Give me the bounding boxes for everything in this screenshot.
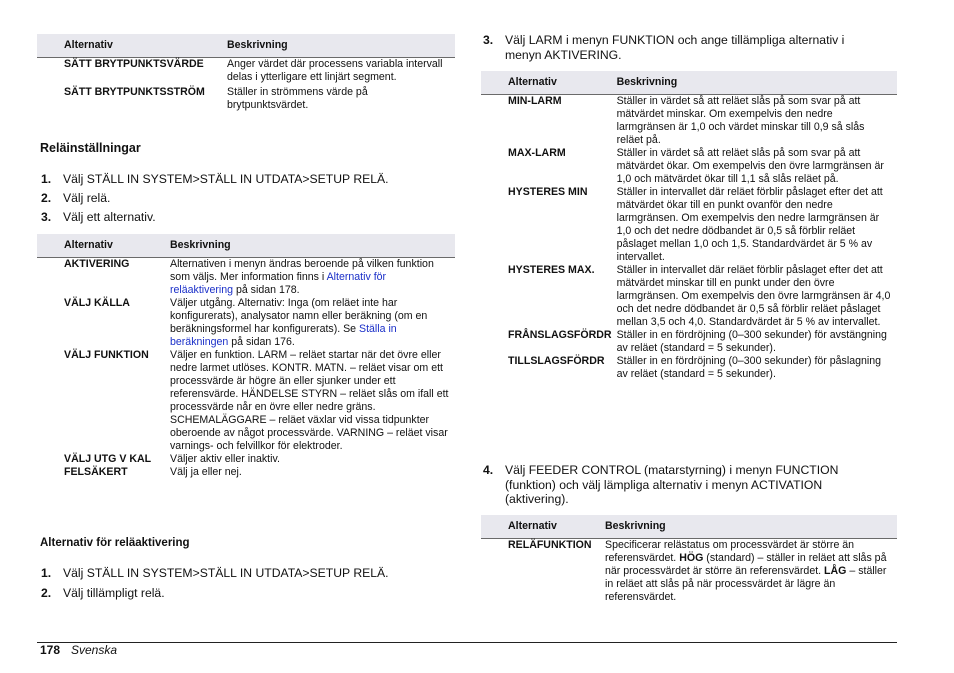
- step-number: 2.: [41, 191, 52, 205]
- option-term: FELSÄKERT: [64, 466, 128, 478]
- option-description: [165, 297, 455, 349]
- table-row: [37, 453, 455, 466]
- description-text: – ställer in reläet att slås på när processvärdet är lägre än referensvärdet.: [605, 565, 887, 603]
- header-alternativ: Alternativ: [37, 34, 222, 58]
- header-beskrivning: Beskrivning: [600, 515, 897, 539]
- option-term: HYSTERES MAX.: [508, 264, 595, 276]
- page-number: 178: [40, 643, 61, 657]
- option-description: Ställer in intervallet där reläet förblir påslaget efter det att mätvärdet ökar till en punkt ovanför den nedre larmgränsen. Om exempelvis den nedre larmgränsen är 1,0 och det nedre dödbandet är 0,5 så förblir reläet påslaget mellan 1,0 och 1,5. Standardvärdet är 5 % av intervallet.: [616, 186, 883, 263]
- table-header-row: [37, 34, 455, 58]
- step-text: Välj LARM i menyn FUNKTION och ange tillämpliga alternativ i: [505, 33, 845, 47]
- option-description: Väljer aktiv eller inaktiv.: [170, 453, 280, 465]
- option-description: [600, 539, 897, 605]
- option-description: Välj ja eller nej.: [170, 466, 242, 478]
- page-language: Svenska: [71, 643, 118, 657]
- description-text: Väljer utgång. Alternativ: Inga (om reläet inte har konfigurerats), analysator namn eller beräkning (om en beräkningsformel har konfigurerats). Se: [170, 297, 428, 335]
- header-alternativ: Alternativ: [481, 71, 612, 95]
- description-text: på sidan 178.: [233, 284, 300, 296]
- option-description: Ställer in en fördröjning (0–300 sekunder) för påslagning av reläet (standard = 5 sekunder).: [616, 355, 882, 380]
- table-row: [37, 258, 455, 298]
- table-header-row: [37, 234, 455, 258]
- header-beskrivning: Beskrivning: [165, 234, 455, 258]
- feeder-options-table: [481, 515, 897, 604]
- table-row: [481, 95, 897, 148]
- table-header-row: [481, 71, 897, 95]
- option-description: Ställer in strömmens värde på brytpunktsvärdet.: [227, 86, 368, 111]
- description-text: på sidan 176.: [228, 336, 295, 348]
- table-row: [37, 84, 455, 112]
- table-row: [481, 186, 897, 264]
- option-term: RELÄFUNKTION: [508, 539, 592, 551]
- header-alternativ: Alternativ: [37, 234, 165, 258]
- option-description: Ställer in värdet så att reläet slås på som svar på att mätvärdet ökar. Om exempelvis den övre larmgränsen är 1,0 och mätvärdet ökar till 1,1 så slås reläet på.: [616, 147, 884, 185]
- description-text: Specificerar relästatus om processvärdet är större än referensvärdet.: [605, 539, 855, 564]
- option-term: VÄLJ UTG V KAL: [64, 453, 152, 465]
- table-row: [37, 58, 455, 85]
- table-row: [481, 539, 897, 605]
- step-text: Välj STÄLL IN SYSTEM>STÄLL IN UTDATA>SETUP RELÄ.: [63, 172, 389, 186]
- step-number: 1.: [41, 566, 52, 580]
- step-text: Välj relä.: [63, 191, 111, 205]
- alarm-options-table: [481, 71, 897, 381]
- link-set-calculation[interactable]: Ställa in beräkningen: [170, 323, 397, 348]
- option-description: Ställer in värdet så att reläet slås på som svar på att mätvärdet minskar. Om exempelvis den nedre larmgränsen är 1,0 och värdet minskar till 0,9 så slås reläet på.: [616, 95, 865, 146]
- step-text: (aktivering).: [505, 492, 569, 506]
- description-text: Alternativen i menyn ändras beroende på vilken funktion som väljs. Mer information finns i: [170, 258, 434, 283]
- step-item: [483, 33, 897, 63]
- step-number: 3.: [483, 33, 494, 47]
- step-number: 4.: [483, 463, 494, 477]
- table-header-row: [481, 515, 897, 539]
- option-term: SÄTT BRYTPUNKTSVÄRDE: [64, 58, 204, 70]
- table-row: [481, 329, 897, 355]
- step-number: 2.: [41, 586, 52, 600]
- step-text: Välj ett alternativ.: [63, 210, 156, 224]
- step-number: 3.: [41, 210, 52, 224]
- option-description: [165, 258, 455, 298]
- step-text: Välj tillämpligt relä.: [63, 586, 165, 600]
- breakpoint-options-table: [37, 34, 455, 112]
- step-text: menyn AKTIVERING.: [505, 48, 622, 62]
- step-item: [483, 463, 897, 509]
- option-term: VÄLJ FUNKTION: [64, 349, 149, 361]
- table-row: [37, 297, 455, 349]
- step-text: Välj STÄLL IN SYSTEM>STÄLL IN UTDATA>SETUP RELÄ.: [63, 566, 389, 580]
- option-term: SÄTT BRYTPUNKTSSTRÖM: [64, 86, 205, 98]
- option-term: VÄLJ KÄLLA: [64, 297, 130, 309]
- header-alternativ: Alternativ: [481, 515, 600, 539]
- footer-divider: [37, 642, 897, 643]
- option-term: HYSTERES MIN: [508, 186, 588, 198]
- link-relay-activation[interactable]: Alternativ för reläaktivering: [170, 271, 387, 296]
- description-text: (standard) – ställer in reläet att slås på när processvärdet är större än referensvärdet.: [605, 552, 887, 577]
- table-row: [481, 355, 897, 381]
- step-text: Välj FEEDER CONTROL (matarstyrning) i menyn FUNCTION: [505, 463, 839, 477]
- section-title: Reläinställningar: [40, 141, 141, 155]
- option-term: MIN-LARM: [508, 95, 562, 107]
- table-row: [481, 264, 897, 329]
- option-term: MAX-LARM: [508, 147, 566, 159]
- option-description: Ställer in intervallet där reläet förblir påslaget efter det att mätvärdet minskar till en punkt under den övre larmgränsen. Om exempelvis den övre larmgränsen är 4,0 och det nedre dödbandet är 0,5 så förblir reläet påslaget mellan 3,5 och 4,0. Standardvärdet är 5 % av intervallet.: [616, 264, 891, 328]
- table-row: [37, 349, 455, 453]
- value-hog: HÖG: [679, 552, 704, 564]
- header-beskrivning: Beskrivning: [222, 34, 455, 58]
- option-description: Ställer in en fördröjning (0–300 sekunder) för avstängning av reläet (standard = 5 sekunder).: [616, 329, 887, 354]
- relay-settings-table: [37, 234, 455, 479]
- option-description: Väljer en funktion. LARM – reläet startar när det övre eller nedre larmet utlöses. KONTR. MATN. – reläet visar om ett processvärde är högre än eller sjunker under ett referensvärde. HÄNDELSE STYRN – reläet slås om ifall ett processvärde når en övre eller nedre gräns. SCHEMALÄGGARE – reläet växlar vid vissa tidpunkter oberoende av något processvärde. VARNING – reläet visar varnings- och felvillkor för elektroder.: [170, 349, 449, 452]
- option-description: Anger värdet där processens variabla intervall delas i ytterligare ett linjärt segment.: [227, 58, 443, 83]
- table-row: [37, 466, 455, 479]
- table-row: [481, 147, 897, 186]
- step-text: (funktion) och välj lämpliga alternativ i menyn ACTIVATION: [505, 477, 823, 492]
- value-lag: LÅG: [824, 565, 847, 577]
- subsection-title: Alternativ för reläaktivering: [40, 537, 190, 549]
- option-term: AKTIVERING: [64, 258, 130, 270]
- option-term: TILLSLAGSFÖRDR: [508, 355, 605, 367]
- header-beskrivning: Beskrivning: [612, 71, 897, 95]
- step-number: 1.: [41, 172, 52, 186]
- option-term: FRÅNSLAGSFÖRDR: [508, 329, 612, 341]
